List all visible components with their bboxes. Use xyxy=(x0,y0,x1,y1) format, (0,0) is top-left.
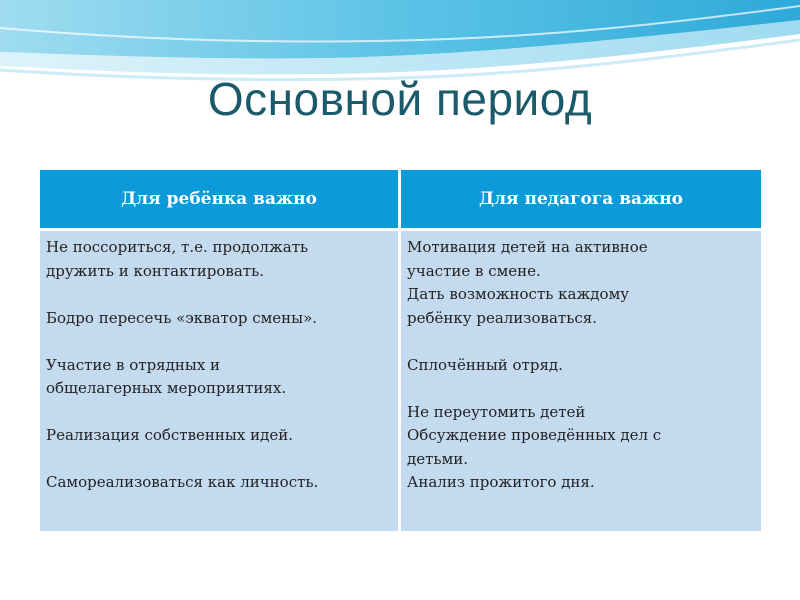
comparison-table xyxy=(40,170,761,531)
child-item: Бодро пересечь «экватор смены». xyxy=(46,308,318,327)
child-item: Самореализоваться как личность. xyxy=(46,473,319,491)
teacher-item: Не переутомить детей Обсуждение проведённых дел с детьми. Анализ прожитого дня. xyxy=(407,402,662,491)
slide-title: Основной период xyxy=(207,73,593,125)
child-item: Реализация собственных идей. xyxy=(46,426,293,444)
teacher-item: Сплочённый отряд. xyxy=(407,355,563,374)
child-item: Не поссориться, т.е. продолжать дружить и контактировать. xyxy=(46,238,309,280)
cell-child-list xyxy=(40,231,398,531)
header-teacher: Для педагога важно xyxy=(401,170,761,228)
child-item: Участие в отрядных и общелагерных мероприятиях. xyxy=(46,355,287,397)
header-child: Для ребёнка важно xyxy=(40,170,398,228)
cell-teacher-list xyxy=(401,231,761,531)
teacher-item: Мотивация детей на активное участие в смене. Дать возможность каждому ребёнку реализоваться. xyxy=(407,238,648,327)
